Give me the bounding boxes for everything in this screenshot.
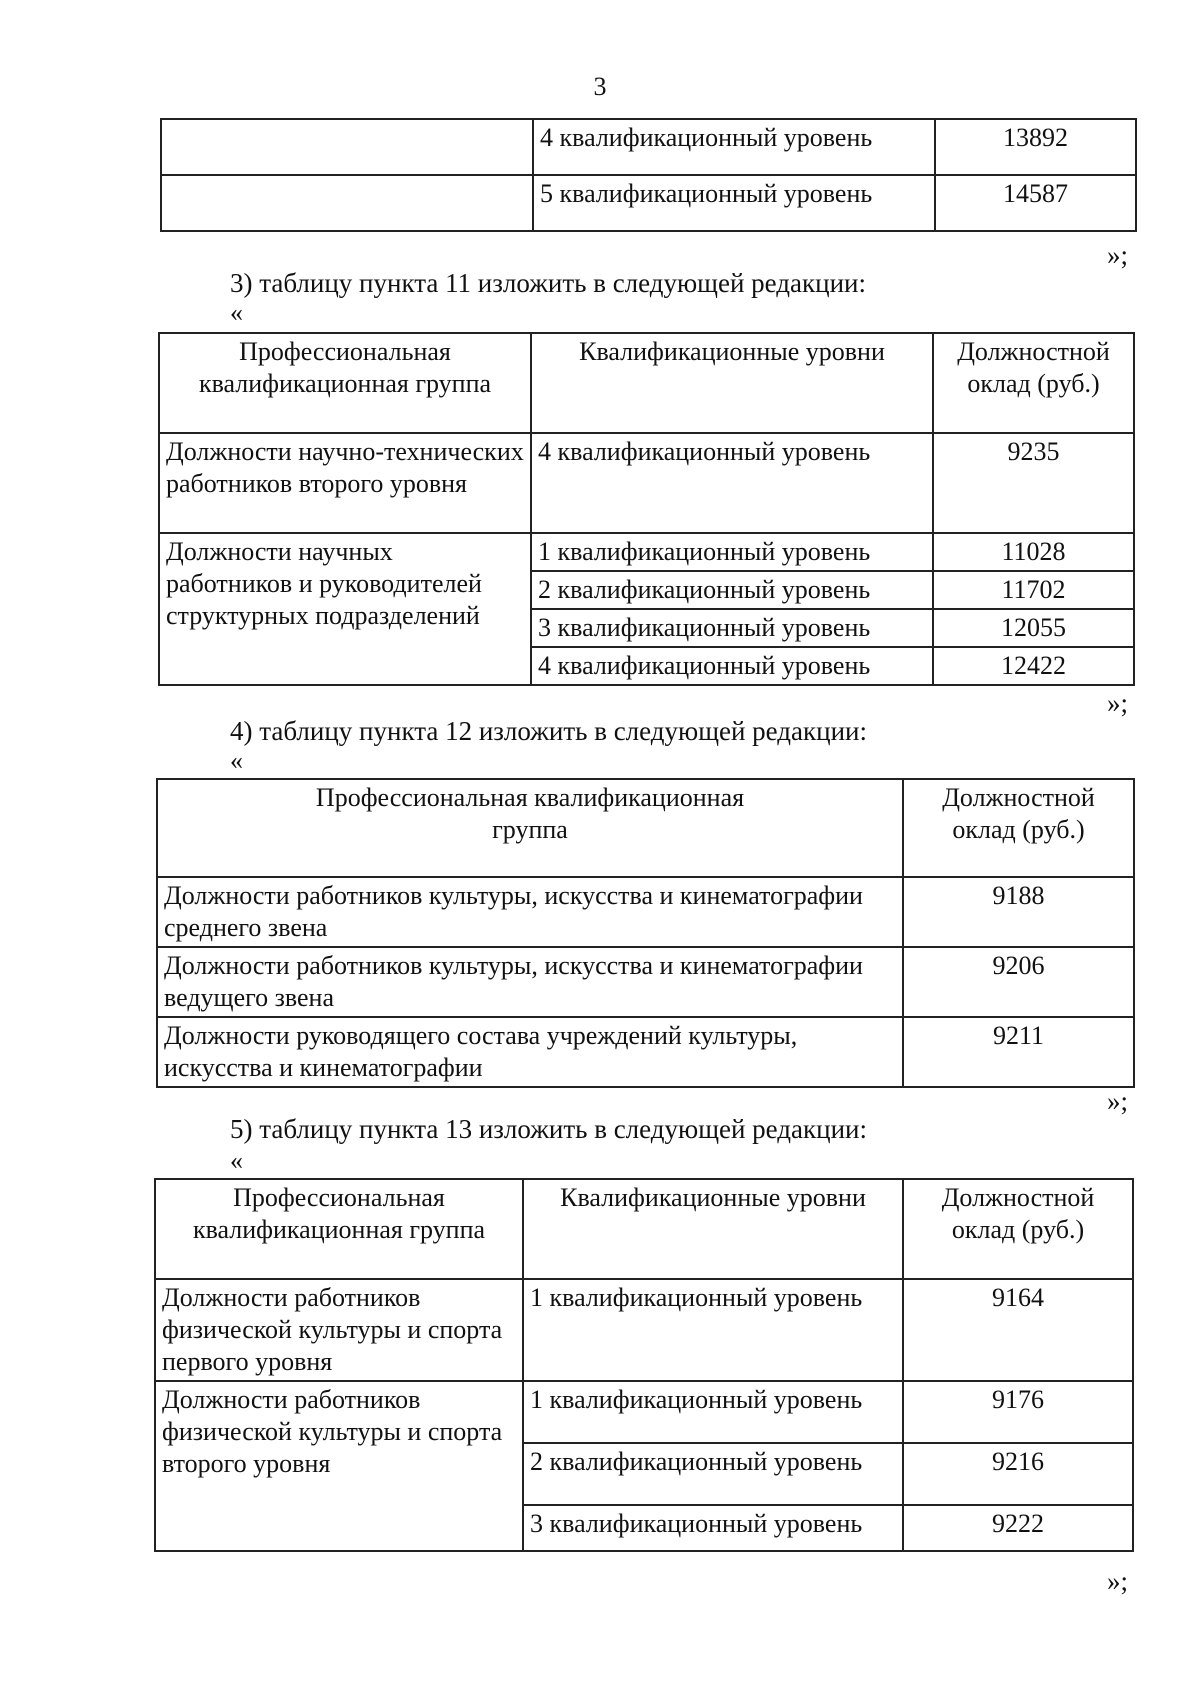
group-cell: Должности научных работников и руководителей структурных подразделений [159,533,531,685]
level-cell: 2 квалификационный уровень [523,1443,903,1505]
table-row [157,947,1134,1017]
group-cell: Должности работников физической культуры и спорта второго уровня [155,1381,523,1551]
group-cell: Должности работников культуры, искусства и кинематографии среднего звена [157,877,903,947]
table-row [155,1381,1133,1443]
table-row [157,1017,1134,1087]
page-number: 3 [593,72,607,101]
salary-cell: 9206 [903,947,1134,1017]
salary-cell: 11702 [933,571,1134,609]
group-cell: Должности работников культуры, искусства и кинематографии ведущего звена [157,947,903,1017]
salary-cell: 11028 [933,533,1134,571]
closing-quote: »; [1106,1086,1128,1116]
salary-cell: 13892 [935,119,1136,175]
header-levels: Квалификационные уровни [523,1179,903,1279]
table-header-row [157,779,1134,877]
table-row [161,175,1136,231]
table-row [155,1279,1133,1381]
level-cell: 1 квалификационный уровень [531,533,933,571]
salary-cell: 9211 [903,1017,1134,1087]
header-levels: Квалификационные уровни [531,333,933,433]
level-cell: 4 квалификационный уровень [531,433,933,533]
closing-quote: »; [1106,240,1128,270]
header-group: Профессиональная квалификационная группа [155,1179,523,1279]
opening-quote: « [230,746,243,775]
level-cell: 2 квалификационный уровень [531,571,933,609]
group-cell-empty [161,175,533,231]
level-cell: 1 квалификационный уровень [523,1381,903,1443]
group-cell: Должности руководящего состава учреждений культуры, искусства и кинематографии [157,1017,903,1087]
table-section3 [158,332,1135,686]
salary-cell: 9164 [903,1279,1133,1381]
closing-quote: »; [1106,1566,1128,1596]
section3-intro: 3) таблицу пункта 11 изложить в следующей редакции: [230,268,866,298]
salary-cell: 12055 [933,609,1134,647]
section4-intro: 4) таблицу пункта 12 изложить в следующей редакции: [230,716,867,746]
table-header-row [159,333,1134,433]
table-header-row [155,1179,1133,1279]
salary-cell: 9176 [903,1381,1133,1443]
salary-cell: 12422 [933,647,1134,685]
table-continuation [160,118,1137,232]
header-salary: Должностной оклад (руб.) [903,779,1134,877]
group-cell-empty [161,119,533,175]
table-row [157,877,1134,947]
level-cell: 4 квалификационный уровень [533,119,935,175]
salary-cell: 9188 [903,877,1134,947]
table-row [159,433,1134,533]
group-cell: Должности работников физической культуры и спорта первого уровня [155,1279,523,1381]
opening-quote: « [230,298,243,327]
header-salary: Должностной оклад (руб.) [933,333,1134,433]
level-cell: 5 квалификационный уровень [533,175,935,231]
level-cell: 4 квалификационный уровень [531,647,933,685]
salary-cell: 14587 [935,175,1136,231]
section5-intro: 5) таблицу пункта 13 изложить в следующей редакции: [230,1114,867,1144]
closing-quote: »; [1106,688,1128,718]
salary-cell: 9235 [933,433,1134,533]
salary-cell: 9222 [903,1505,1133,1551]
table-row [161,119,1136,175]
table-row [159,533,1134,571]
level-cell: 1 квалификационный уровень [523,1279,903,1381]
level-cell: 3 квалификационный уровень [531,609,933,647]
table-section4 [156,778,1135,1088]
opening-quote: « [230,1146,243,1175]
salary-cell: 9216 [903,1443,1133,1505]
group-cell: Должности научно-технических работников второго уровня [159,433,531,533]
table-section5 [154,1178,1134,1552]
header-salary: Должностной оклад (руб.) [903,1179,1133,1279]
level-cell: 3 квалификационный уровень [523,1505,903,1551]
header-group: Профессиональная квалификационная группа [157,779,903,877]
header-group: Профессиональная квалификационная группа [159,333,531,433]
